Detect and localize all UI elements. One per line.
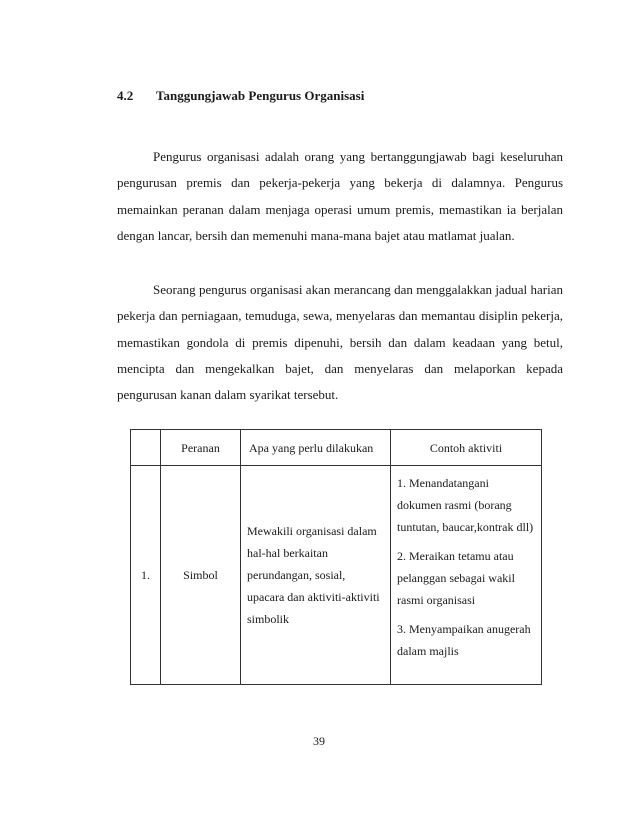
page-number: 39 <box>313 734 325 748</box>
example-item: 3. Menyampaikan anugerah dalam majlis <box>397 622 531 658</box>
header-role: Peranan <box>161 430 241 466</box>
section-number: 4.2 <box>117 88 134 103</box>
example-item: 1. Menandatangani dokumen rasmi (borang tuntutan, baucar,kontrak dll) <box>397 476 534 534</box>
table-header-row <box>131 430 542 466</box>
section-title: Tanggungjawab Pengurus Organisasi <box>156 88 365 103</box>
row-role: Simbol <box>161 466 241 685</box>
section-heading <box>117 86 557 106</box>
roles-table <box>130 429 542 685</box>
row-number: 1. <box>131 466 161 685</box>
row-task: Mewakili organisasi dalam hal-hal berkaitan perundangan, sosial, upacara dan aktiviti-aktiviti simbolik <box>241 466 391 685</box>
header-number <box>131 430 161 466</box>
paragraph-1: Pengurus organisasi adalah orang yang bertanggungjawab bagi keseluruhan pengurusan premis dan pekerja-pekerja yang bekerja di dalamnya. Pengurus memainkan peranan dalam menjaga operasi umum premis, memastikan ia berjalan dengan lancar, bersih dan memenuhi mana-mana bajet atau matlamat jualan. <box>117 149 563 243</box>
example-item: 2. Meraikan tetamu atau pelanggan sebagai wakil rasmi organisasi <box>397 549 515 607</box>
table-row <box>131 466 542 685</box>
row-examples <box>391 466 542 685</box>
header-examples: Contoh aktiviti <box>391 430 542 466</box>
paragraph-2: Seorang pengurus organisasi akan merancang dan menggalakkan jadual harian pekerja dan perniagaan, temuduga, sewa, menyelaras dan memantau disiplin pekerja, memastikan gondola di premis dipenuhi, bersih dan dalam keadaan yang betul, mencipta dan mengekalkan bajet, dan menyelaras dan melaporkan kepada pengurusan kanan dalam syarikat tersebut. <box>117 282 563 403</box>
header-task: Apa yang perlu dilakukan <box>241 430 391 466</box>
